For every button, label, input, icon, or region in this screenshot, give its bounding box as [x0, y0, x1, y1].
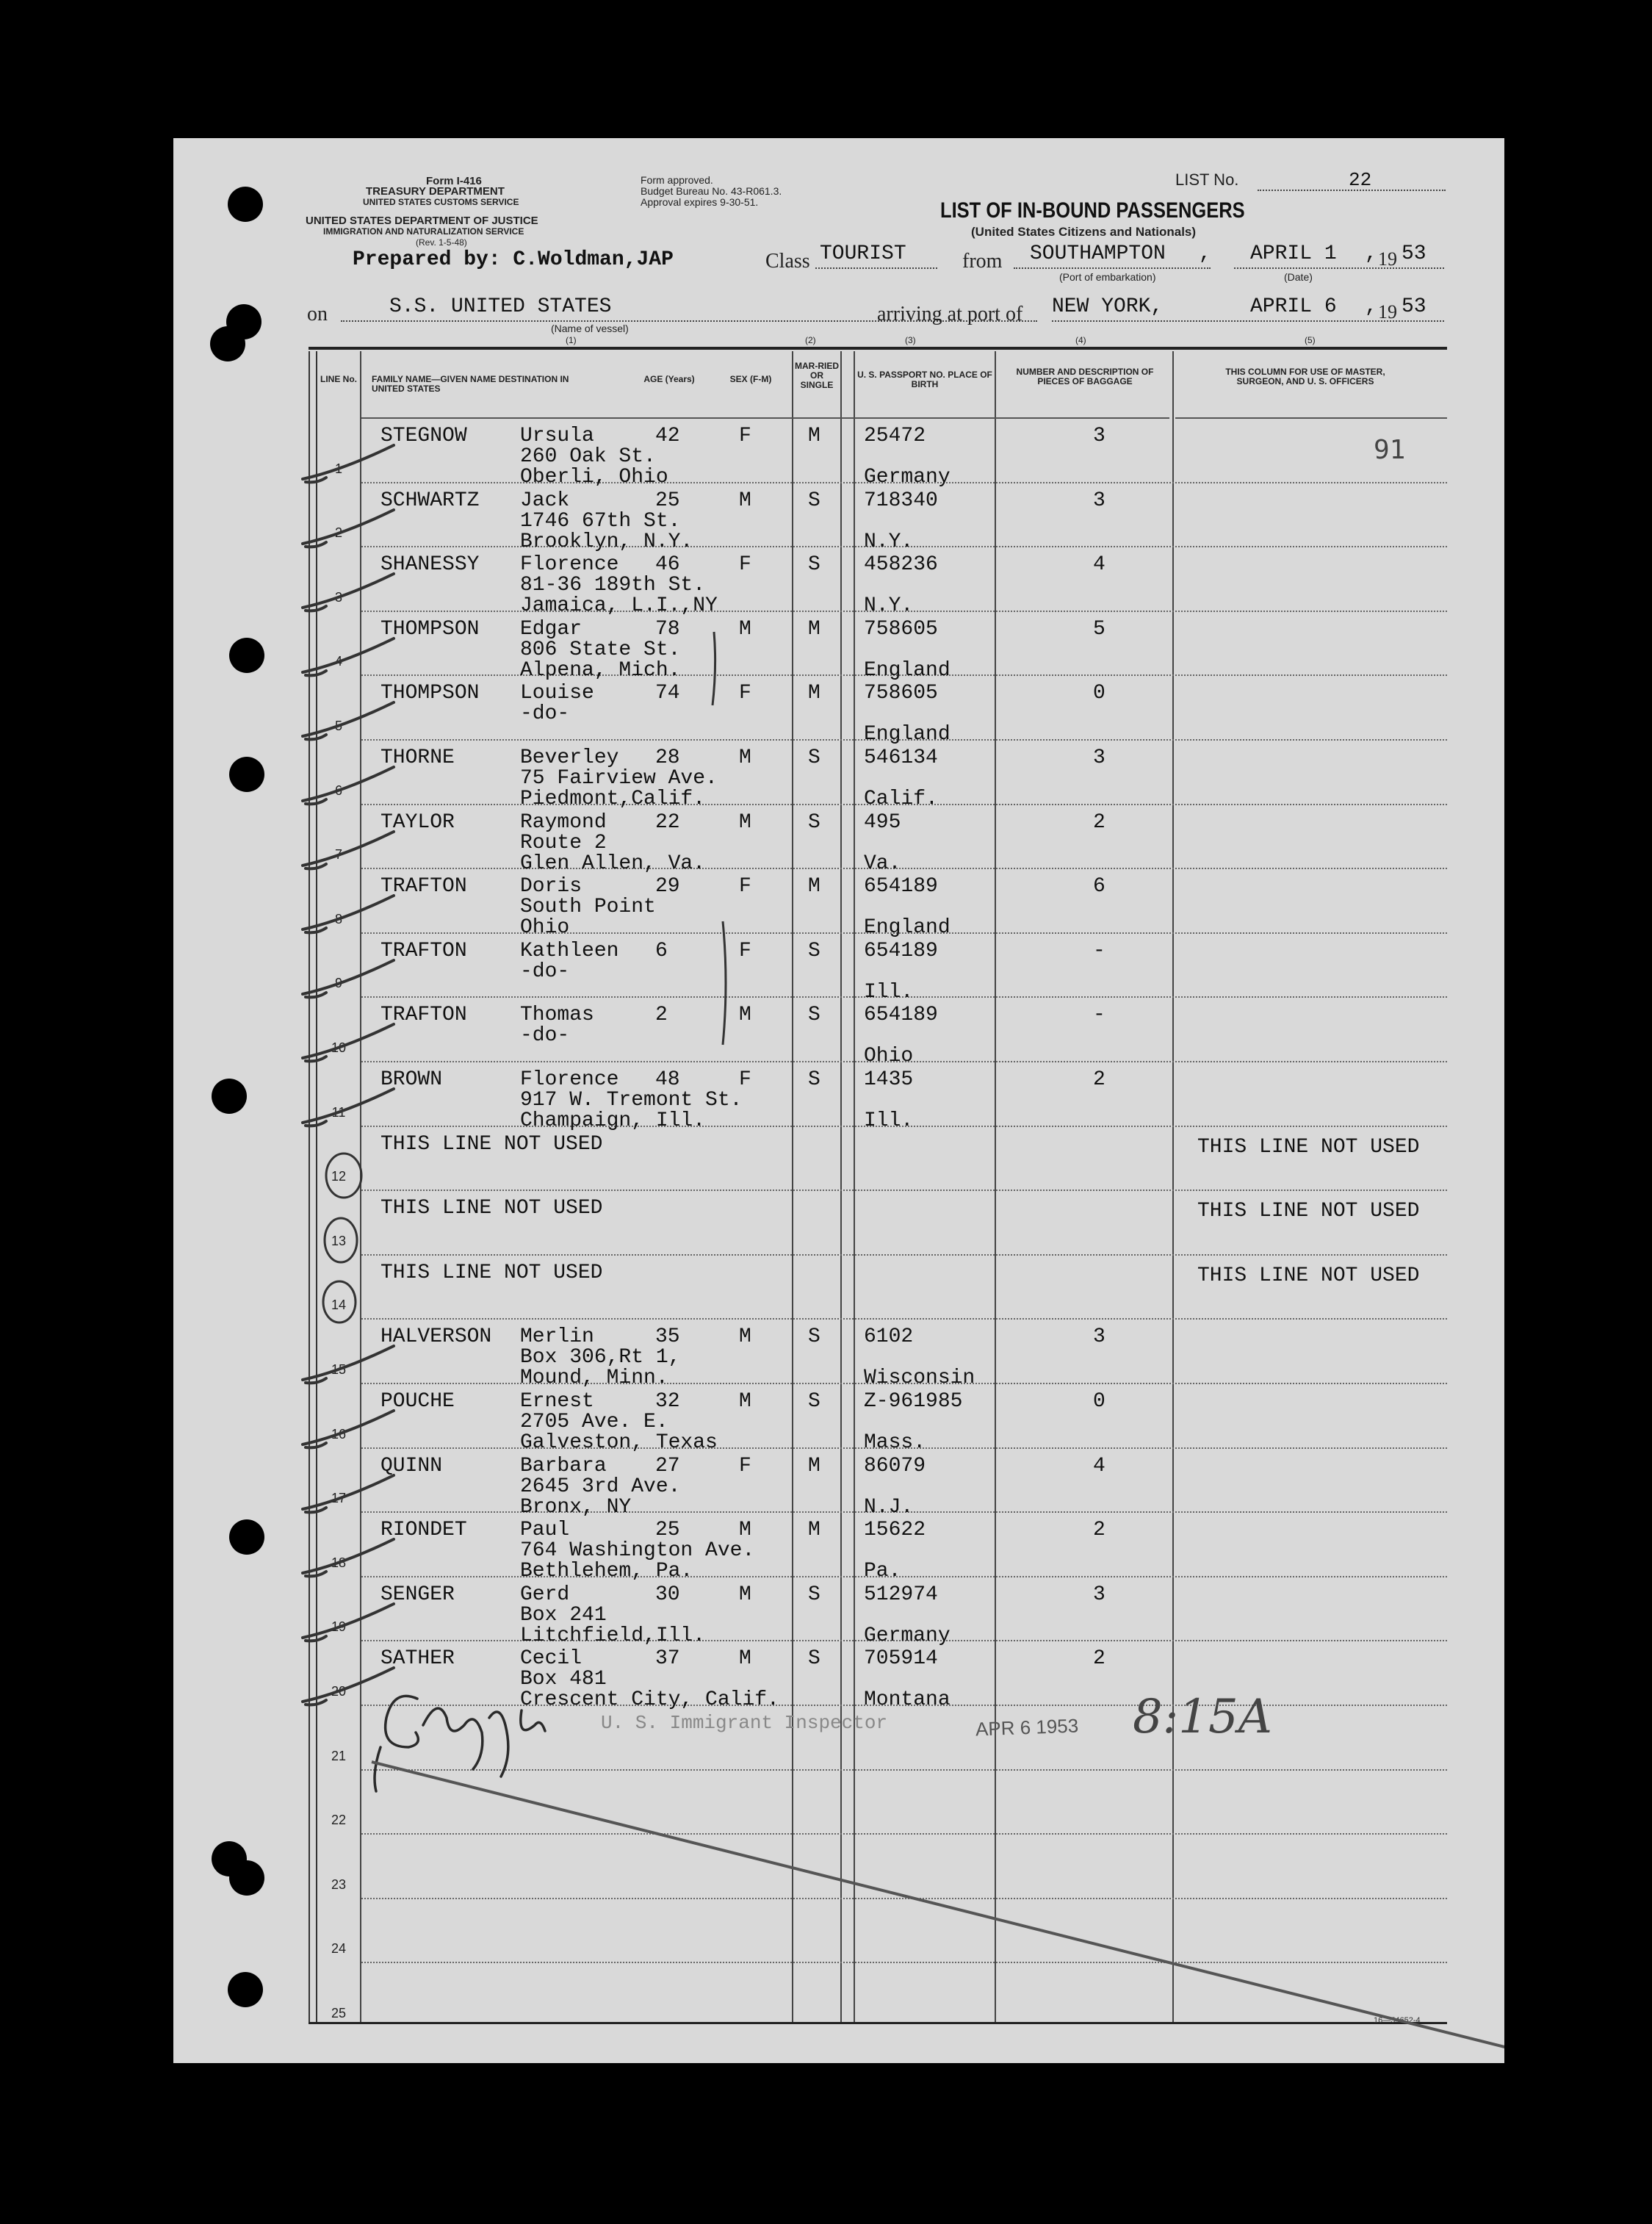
line-number: 13 [331, 1234, 347, 1248]
place-of-birth: N.J. [864, 1496, 914, 1519]
age: 32 [655, 1390, 680, 1413]
place-of-birth: Ill. [864, 1109, 914, 1132]
place-of-birth: Germany [864, 466, 951, 489]
destination-line: Jamaica, L.I.,NY [520, 594, 718, 617]
baggage-count: 3 [1093, 746, 1105, 769]
family-name: SENGER [380, 1583, 455, 1606]
baggage-count: 3 [1093, 489, 1105, 512]
age: 35 [655, 1325, 680, 1348]
sex: M [739, 618, 751, 641]
passport-no: 758605 [864, 682, 938, 705]
family-name: THOMPSON [380, 682, 480, 705]
age: 30 [655, 1583, 680, 1606]
baggage-count: 4 [1093, 553, 1105, 576]
check-mark [303, 574, 394, 611]
col-sex: SEX (F-M) [729, 374, 772, 384]
punch-hole [229, 757, 264, 792]
given-name: Edgar [520, 618, 582, 641]
married-single: M [808, 1519, 820, 1541]
given-name: Florence [520, 553, 619, 576]
given-name: Beverley [520, 746, 619, 769]
form-number: Form I-416 [426, 175, 482, 187]
destination-line: 1746 67th St. [520, 510, 681, 533]
age: 78 [655, 618, 680, 641]
punch-hole [229, 638, 264, 673]
destination-line: South Point [520, 896, 656, 918]
family-name: QUINN [380, 1455, 443, 1478]
from-label: from [962, 250, 1003, 273]
given-name: Paul [520, 1519, 570, 1541]
check-mark [303, 638, 394, 675]
destination-line: Bethlehem, Pa. [520, 1560, 693, 1583]
check-mark [303, 1475, 394, 1512]
col-line-no: LINE No. [320, 374, 357, 384]
baggage-count: 4 [1093, 1455, 1105, 1478]
date-caption: (Date) [1284, 271, 1313, 283]
destination-line: Box 241 [520, 1604, 607, 1627]
line-number: 24 [331, 1941, 347, 1956]
destination-line: Mound, Minn. [520, 1367, 668, 1389]
line-number: 4 [334, 654, 342, 669]
line-number: 20 [331, 1684, 347, 1699]
punch-hole [229, 1519, 264, 1555]
baggage-count: 3 [1093, 425, 1105, 447]
baggage-count: - [1093, 1004, 1105, 1026]
age: 22 [655, 811, 680, 834]
place-of-birth: Wisconsin [864, 1367, 975, 1389]
baggage-count: 2 [1093, 1068, 1105, 1091]
destination-line: Route 2 [520, 832, 607, 854]
passport-no: 718340 [864, 489, 938, 512]
on-label: on [307, 303, 328, 325]
sex: F [739, 875, 751, 898]
baggage-count: 2 [1093, 811, 1105, 834]
check-mark [303, 1539, 394, 1576]
line-number: 19 [331, 1619, 347, 1634]
line-number: 12 [331, 1169, 347, 1184]
destination-line: Litchfield,Ill. [520, 1624, 706, 1647]
given-name: Jack [520, 489, 570, 512]
destination-line: Bronx, NY [520, 1496, 632, 1519]
destination-line: Champaign, Ill. [520, 1109, 706, 1132]
arriving-label: arriving at port of [877, 303, 1023, 325]
age: 48 [655, 1068, 680, 1091]
place-of-birth: N.Y. [864, 530, 914, 553]
officer-note: THIS LINE NOT USED [1197, 1136, 1420, 1159]
destination-line: Crescent City, Calif. [520, 1688, 779, 1711]
passport-no: 654189 [864, 940, 938, 962]
punch-hole [228, 187, 263, 222]
sex: M [739, 811, 751, 834]
destination-line: -do- [520, 702, 570, 725]
age: 6 [655, 940, 668, 962]
place-of-birth: England [864, 723, 951, 746]
passport-no: 1435 [864, 1068, 914, 1091]
check-mark [303, 445, 394, 482]
list-no: 22 [1349, 169, 1372, 191]
naturalization-service: IMMIGRATION AND NATURALIZATION SERVICE [323, 226, 524, 237]
line-number: 18 [331, 1555, 347, 1570]
family-name: THORNE [380, 746, 455, 769]
given-name: Gerd [520, 1583, 570, 1606]
passport-no: 758605 [864, 618, 938, 641]
line-number: 9 [334, 976, 342, 990]
departure-year: 53 [1402, 242, 1426, 265]
comma-3: , [1365, 295, 1377, 318]
strikeout-line [372, 1762, 1504, 2048]
place-of-birth: Montana [864, 1688, 951, 1711]
passport-no: Z-961985 [864, 1390, 963, 1413]
sex: F [739, 1068, 751, 1091]
family-name: THOMPSON [380, 618, 480, 641]
family-name: SHANESSY [380, 553, 480, 576]
family-name: POUCHE [380, 1390, 455, 1413]
arrival-date: APRIL 6 [1250, 295, 1337, 318]
pencil-marks [173, 138, 1504, 2063]
given-name: Louise [520, 682, 594, 705]
destination-line: Galveston, Texas [520, 1431, 718, 1454]
destination-line: 2645 3rd Ave. [520, 1475, 681, 1498]
destination-line: Glen Allen, Va. [520, 852, 706, 875]
col-officers: THIS COLUMN FOR USE OF MASTER, SURGEON, AND U. S. OFFICERS [1225, 367, 1385, 386]
destination-line: 260 Oak St. [520, 445, 656, 468]
vessel-name: S.S. UNITED STATES [389, 295, 612, 318]
col-age: AGE (Years) [643, 374, 695, 384]
line-number: 6 [334, 783, 342, 798]
destination-line: Box 306,Rt 1, [520, 1346, 681, 1369]
family-name: SCHWARTZ [380, 489, 480, 512]
officer-note-91: 91 [1374, 435, 1406, 465]
given-name: Merlin [520, 1325, 594, 1348]
line-number: 16 [331, 1427, 347, 1442]
punch-hole [212, 1079, 247, 1114]
line-number: 7 [334, 847, 342, 862]
baggage-count: - [1093, 940, 1105, 962]
justice-dept: UNITED STATES DEPARTMENT OF JUSTICE [306, 215, 538, 227]
family-name: THIS LINE NOT USED [380, 1262, 603, 1284]
circle-12 [326, 1154, 361, 1198]
sex: F [739, 425, 751, 447]
destination-line: -do- [520, 960, 570, 983]
customs-service: UNITED STATES CUSTOMS SERVICE [363, 197, 519, 207]
check-mark [303, 1089, 394, 1126]
punch-hole [210, 326, 245, 361]
family-name: TAYLOR [380, 811, 455, 834]
port-embarkation: SOUTHAMPTON [1030, 242, 1166, 265]
passport-no: 654189 [864, 875, 938, 898]
check-mark [303, 510, 394, 547]
form-title: LIST OF IN-BOUND PASSENGERS [940, 198, 1245, 223]
married-single: S [808, 1647, 820, 1670]
destination-line: Oberli, Ohio [520, 466, 668, 489]
passport-no: 546134 [864, 746, 938, 769]
destination-line: 75 Fairview Ave. [520, 767, 718, 790]
col-passport: U. S. PASSPORT NO. PLACE OF BIRTH [857, 370, 992, 389]
passport-no: 6102 [864, 1325, 914, 1348]
given-name: Thomas [520, 1004, 594, 1026]
destination-line: Box 481 [520, 1668, 607, 1691]
married-single: S [808, 940, 820, 962]
place-of-birth: Pa. [864, 1560, 901, 1583]
col-baggage: NUMBER AND DESCRIPTION OF PIECES OF BAGGAGE [1016, 367, 1154, 386]
married-single: S [808, 1325, 820, 1348]
family-name: THIS LINE NOT USED [380, 1197, 603, 1220]
age: 42 [655, 425, 680, 447]
place-of-birth: Mass. [864, 1431, 926, 1454]
line-number: 22 [331, 1813, 347, 1827]
place-of-birth: England [864, 916, 951, 939]
col-name: FAMILY NAME—GIVEN NAME DESTINATION IN UNITED STATES [372, 374, 569, 394]
port-caption: (Port of embarkation) [1059, 271, 1156, 283]
revision: (Rev. 1-5-48) [416, 237, 467, 248]
age: 46 [655, 553, 680, 576]
family-name: HALVERSON [380, 1325, 492, 1348]
place-of-birth: Calif. [864, 788, 938, 810]
married-single: S [808, 1004, 820, 1026]
given-name: Florence [520, 1068, 619, 1091]
check-mark [303, 767, 394, 804]
passport-no: 86079 [864, 1455, 926, 1478]
age: 25 [655, 489, 680, 512]
check-mark [303, 1024, 394, 1061]
family-name: TRAFTON [380, 940, 467, 962]
place-of-birth: Va. [864, 852, 901, 875]
line-number: 11 [331, 1105, 346, 1120]
check-mark [303, 1604, 394, 1641]
married-single: M [808, 618, 820, 641]
officer-note: THIS LINE NOT USED [1197, 1264, 1420, 1287]
check-mark [303, 1346, 394, 1383]
age: 2 [655, 1004, 668, 1026]
line-number: 3 [334, 590, 342, 605]
given-name: Ursula [520, 425, 594, 447]
age: 25 [655, 1519, 680, 1541]
footer-code: 16—54652-4 [1374, 2016, 1421, 2025]
check-mark [303, 1411, 394, 1447]
check-mark [303, 702, 394, 739]
line-number: 25 [331, 2006, 347, 2020]
line-number: 23 [331, 1877, 347, 1892]
sex: F [739, 553, 751, 576]
married-single: M [808, 682, 820, 705]
line-number: 21 [331, 1749, 347, 1763]
destination-line: 2705 Ave. E. [520, 1411, 668, 1433]
married-single: S [808, 489, 820, 512]
comma-2: , [1365, 242, 1377, 265]
col-num-4: (4) [1075, 335, 1086, 345]
circle-14 [323, 1281, 356, 1322]
baggage-count: 5 [1093, 618, 1105, 641]
passport-no: 25472 [864, 425, 926, 447]
line-number: 14 [331, 1298, 347, 1312]
col-num-5: (5) [1305, 335, 1316, 345]
passport-no: 495 [864, 811, 901, 834]
married-single: S [808, 811, 820, 834]
stamp-time: 8:15A [1133, 1690, 1272, 1744]
given-name: Barbara [520, 1455, 607, 1478]
baggage-count: 2 [1093, 1647, 1105, 1670]
col-num-3: (3) [905, 335, 916, 345]
sex: F [739, 940, 751, 962]
married-single: M [808, 875, 820, 898]
age: 37 [655, 1647, 680, 1670]
sex: F [739, 682, 751, 705]
age: 27 [655, 1455, 680, 1478]
manifest-page [173, 138, 1504, 2063]
family-name: BROWN [380, 1068, 443, 1091]
class-value: TOURIST [820, 242, 906, 265]
destination-line: Ohio [520, 916, 570, 939]
departure-date: APRIL 1 [1250, 242, 1337, 265]
department: TREASURY DEPARTMENT [366, 185, 505, 198]
arrival-port: NEW YORK, [1052, 295, 1164, 318]
departure-year-prefix: 19 [1378, 248, 1397, 270]
given-name: Ernest [520, 1390, 594, 1413]
sex: M [739, 1647, 751, 1670]
col-married: MAR-RIED OR SINGLE [795, 361, 839, 390]
place-of-birth: Ohio [864, 1045, 914, 1068]
sex: M [739, 489, 751, 512]
line-number: 15 [331, 1362, 347, 1377]
prepared-by: Prepared by: C.Woldman,JAP [353, 248, 674, 271]
list-no-label: LIST No. [1175, 170, 1239, 189]
age: 28 [655, 746, 680, 769]
place-of-birth: N.Y. [864, 594, 914, 617]
age: 29 [655, 875, 680, 898]
place-of-birth: England [864, 659, 951, 682]
baggage-count: 3 [1093, 1583, 1105, 1606]
col-num-1: (1) [566, 335, 577, 345]
arrival-year-prefix: 19 [1378, 301, 1397, 323]
comma-1: , [1199, 242, 1211, 265]
inspector-title: U. S. Immigrant Inspector [601, 1712, 888, 1734]
baggage-count: 0 [1093, 1390, 1105, 1413]
family-name: TRAFTON [380, 875, 467, 898]
line-number: 10 [331, 1040, 347, 1055]
married-single: M [808, 1455, 820, 1478]
check-mark [303, 896, 394, 932]
destination-line: Piedmont,Calif. [520, 788, 706, 810]
bracket-thompson [713, 632, 715, 705]
class-label: Class [765, 250, 810, 273]
sex: M [739, 1004, 751, 1026]
form-subtitle: (United States Citizens and Nationals) [971, 225, 1197, 239]
col-num-2: (2) [805, 335, 816, 345]
married-single: S [808, 746, 820, 769]
sex: M [739, 746, 751, 769]
bracket-trafton [723, 921, 726, 1045]
family-name: TRAFTON [380, 1004, 467, 1026]
married-single: S [808, 1583, 820, 1606]
stamp-date: APR 6 1953 [975, 1714, 1079, 1741]
family-name: THIS LINE NOT USED [380, 1133, 603, 1156]
line-number: 17 [331, 1491, 347, 1505]
destination-line: 917 W. Tremont St. [520, 1089, 743, 1112]
baggage-count: 0 [1093, 682, 1105, 705]
approval-line-2: Budget Bureau No. 43-R061.3. [641, 185, 782, 197]
married-single: M [808, 425, 820, 447]
approval-line-3: Approval expires 9-30-51. [641, 196, 759, 208]
punch-hole [228, 1972, 263, 2007]
inspector-signature [375, 1696, 545, 1791]
circle-13 [325, 1218, 357, 1262]
given-name: Doris [520, 875, 582, 898]
given-name: Raymond [520, 811, 607, 834]
passport-no: 705914 [864, 1647, 938, 1670]
given-name: Kathleen [520, 940, 619, 962]
sex: F [739, 1455, 751, 1478]
line-number: 1 [334, 461, 342, 476]
passport-no: 654189 [864, 1004, 938, 1026]
place-of-birth: Ill. [864, 981, 914, 1004]
passport-no: 458236 [864, 553, 938, 576]
check-mark [303, 960, 394, 997]
destination-line: 806 State St. [520, 638, 681, 661]
destination-line: Alpena, Mich. [520, 659, 681, 682]
officer-note: THIS LINE NOT USED [1197, 1200, 1420, 1223]
destination-line: 81-36 189th St. [520, 574, 706, 597]
baggage-count: 2 [1093, 1519, 1105, 1541]
line-number: 2 [334, 525, 342, 540]
approval-line-1: Form approved. [641, 174, 713, 186]
married-single: S [808, 553, 820, 576]
age: 74 [655, 682, 680, 705]
family-name: STEGNOW [380, 425, 467, 447]
passport-no: 15622 [864, 1519, 926, 1541]
arrival-year: 53 [1402, 295, 1426, 318]
place-of-birth: Germany [864, 1624, 951, 1647]
sex: M [739, 1519, 751, 1541]
given-name: Cecil [520, 1647, 582, 1670]
check-mark [303, 832, 394, 868]
vessel-caption: (Name of vessel) [551, 323, 629, 334]
destination-line: -do- [520, 1024, 570, 1047]
check-mark [303, 1668, 394, 1705]
married-single: S [808, 1390, 820, 1413]
family-name: RIONDET [380, 1519, 467, 1541]
sex: M [739, 1583, 751, 1606]
baggage-count: 6 [1093, 875, 1105, 898]
baggage-count: 3 [1093, 1325, 1105, 1348]
passport-no: 512974 [864, 1583, 938, 1606]
line-number: 5 [334, 719, 342, 733]
sex: M [739, 1325, 751, 1348]
destination-line: 764 Washington Ave. [520, 1539, 755, 1562]
destination-line: Brooklyn, N.Y. [520, 530, 693, 553]
line-number: 8 [334, 912, 342, 926]
punch-hole [229, 1860, 264, 1896]
family-name: SATHER [380, 1647, 455, 1670]
married-single: S [808, 1068, 820, 1091]
sex: M [739, 1390, 751, 1413]
